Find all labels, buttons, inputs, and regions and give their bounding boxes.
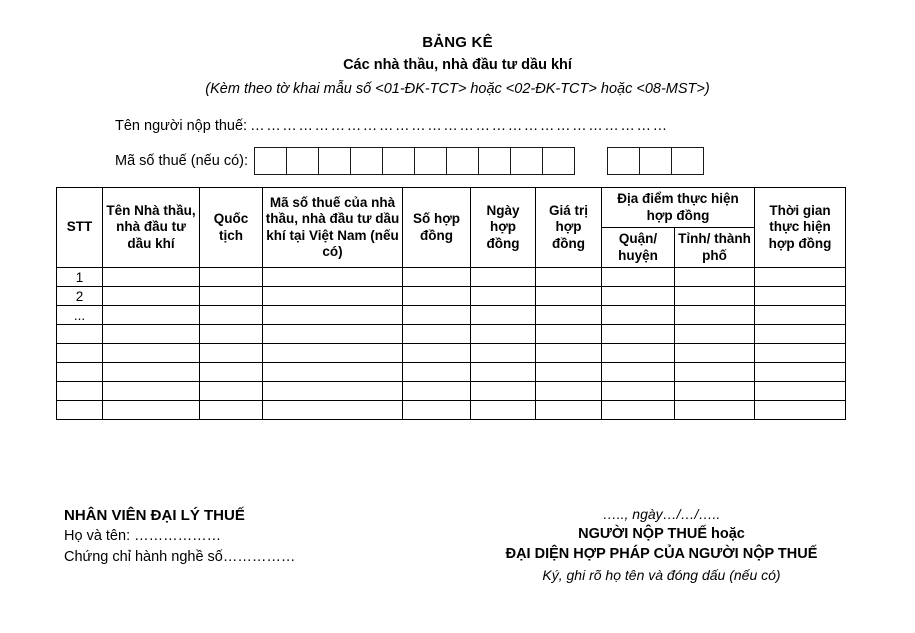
table-row: [57, 306, 846, 325]
cell-tax-code-vn[interactable]: [263, 287, 403, 306]
cell-contract-value[interactable]: [536, 306, 602, 325]
document-header: [0, 33, 915, 100]
cell-contract-number[interactable]: [403, 344, 471, 363]
taxpayer-role-line-2: ĐẠI DIỆN HỢP PHÁP CỦA NGƯỜI NỘP THUẾ: [505, 546, 818, 562]
tax-code-input[interactable]: [254, 147, 704, 175]
cell-contract-duration[interactable]: [755, 401, 846, 420]
cell-contract-duration[interactable]: [755, 382, 846, 401]
signature-section: [0, 505, 915, 585]
row-index-cell: [57, 325, 103, 344]
tax-agent-title: NHÂN VIÊN ĐẠI LÝ THUẾ: [64, 507, 245, 524]
row-index-cell: 2: [57, 287, 103, 306]
tax-agent-certificate-field[interactable]: Chứng chỉ hành nghề số……………: [64, 549, 296, 565]
cell-tax-code-vn[interactable]: [263, 363, 403, 382]
cell-contract-duration[interactable]: [755, 306, 846, 325]
tax-code-cell[interactable]: [255, 148, 287, 174]
tax-code-cell[interactable]: [415, 148, 447, 174]
cell-contract-date[interactable]: [471, 325, 536, 344]
table-row: [57, 287, 846, 306]
cell-nationality[interactable]: [200, 401, 263, 420]
taxpayer-role-line-1: NGƯỜI NỘP THUẾ hoặc: [578, 526, 745, 542]
row-index-cell: [57, 382, 103, 401]
cell-province[interactable]: [675, 344, 755, 363]
cell-contract-value[interactable]: [536, 325, 602, 344]
signature-date-field[interactable]: ….., ngày…/…/…..: [602, 506, 721, 522]
column-header-contractor-name: Tên Nhà thầu, nhà đầu tư dầu khí: [103, 188, 200, 268]
cell-tax-code-vn[interactable]: [263, 382, 403, 401]
row-index-cell: 1: [57, 268, 103, 287]
tax-code-cell[interactable]: [319, 148, 351, 174]
table-row: [57, 344, 846, 363]
tax-code-label: Mã số thuế (nếu có):: [115, 153, 248, 169]
row-index-cell: [57, 401, 103, 420]
cell-nationality[interactable]: [200, 344, 263, 363]
table-row: [57, 401, 846, 420]
cell-contract-number[interactable]: [403, 268, 471, 287]
cell-district[interactable]: [602, 382, 675, 401]
tax-code-cell[interactable]: [383, 148, 415, 174]
cell-contractor-name[interactable]: [103, 401, 200, 420]
cell-tax-code-vn[interactable]: [263, 306, 403, 325]
table-body: [57, 268, 846, 420]
identity-section: [0, 116, 915, 175]
cell-province[interactable]: [675, 287, 755, 306]
form-reference: (Kèm theo tờ khai mẫu số <01-ĐK-TCT> hoặc <02-ĐK-TCT> hoặc <08-MST>): [205, 81, 710, 97]
cell-contract-date[interactable]: [471, 268, 536, 287]
cell-contract-number[interactable]: [403, 287, 471, 306]
table-row: [57, 363, 846, 382]
cell-tax-code-vn[interactable]: [263, 401, 403, 420]
cell-contract-number[interactable]: [403, 306, 471, 325]
cell-province[interactable]: [675, 382, 755, 401]
cell-contractor-name[interactable]: [103, 325, 200, 344]
cell-contract-duration[interactable]: [755, 325, 846, 344]
signature-instruction: Ký, ghi rõ họ tên và đóng dấu (nếu có): [542, 567, 781, 583]
cell-contract-number[interactable]: [403, 401, 471, 420]
cell-contract-number[interactable]: [403, 363, 471, 382]
cell-province[interactable]: [675, 306, 755, 325]
column-header-contract-date: Ngày hợp đồng: [471, 188, 536, 268]
page-title: BẢNG KÊ: [422, 34, 493, 51]
cell-district[interactable]: [602, 325, 675, 344]
column-header-contract-duration: Thời gian thực hiện hợp đồng: [755, 188, 846, 268]
cell-contract-duration[interactable]: [755, 363, 846, 382]
page-subtitle: Các nhà thầu, nhà đầu tư dầu khí: [343, 57, 572, 73]
cell-contract-value[interactable]: [536, 268, 602, 287]
taxpayer-signature-block: [444, 505, 915, 585]
cell-district[interactable]: [602, 306, 675, 325]
cell-district[interactable]: [602, 363, 675, 382]
cell-contractor-name[interactable]: [103, 268, 200, 287]
cell-district[interactable]: [602, 287, 675, 306]
cell-contract-date[interactable]: [471, 344, 536, 363]
cell-contract-value[interactable]: [536, 363, 602, 382]
cell-contract-duration[interactable]: [755, 287, 846, 306]
cell-contract-number[interactable]: [403, 382, 471, 401]
tax-code-cell[interactable]: [608, 148, 640, 174]
cell-contract-date[interactable]: [471, 287, 536, 306]
column-header-province: Tỉnh/ thành phố: [675, 228, 755, 268]
cell-district[interactable]: [602, 268, 675, 287]
tax-agent-name-field[interactable]: Họ và tên: ………………: [64, 528, 222, 544]
cell-province[interactable]: [675, 268, 755, 287]
column-header-contract-value: Giá trị hợp đồng: [536, 188, 602, 268]
column-header-tax-code-vn: Mã số thuế của nhà thầu, nhà đầu tư dầu khí tại Việt Nam (nếu có): [263, 188, 403, 268]
row-index-cell: ...: [57, 306, 103, 325]
contractors-table-container: [0, 187, 915, 420]
table-row: [57, 325, 846, 344]
cell-province[interactable]: [675, 325, 755, 344]
cell-contract-date[interactable]: [471, 382, 536, 401]
cell-contractor-name[interactable]: [103, 344, 200, 363]
table-header-row-main: [57, 188, 846, 228]
taxpayer-name-label: Tên người nộp thuế:: [115, 118, 248, 134]
column-header-contract-number: Số hợp đồng: [403, 188, 471, 268]
cell-nationality[interactable]: [200, 325, 263, 344]
table-header: [57, 188, 846, 268]
cell-contract-date[interactable]: [471, 306, 536, 325]
cell-contractor-name[interactable]: [103, 363, 200, 382]
cell-contract-value[interactable]: [536, 287, 602, 306]
tax-code-cell[interactable]: [672, 148, 704, 174]
column-header-contract-location-group: Địa điểm thực hiện hợp đồng: [602, 188, 755, 228]
contractors-table: [56, 187, 846, 420]
cell-contract-number[interactable]: [403, 325, 471, 344]
cell-nationality[interactable]: [200, 363, 263, 382]
cell-contract-date[interactable]: [471, 401, 536, 420]
tax-code-group-primary: [254, 147, 575, 175]
cell-contract-value[interactable]: [536, 401, 602, 420]
row-index-cell: [57, 363, 103, 382]
tax-code-cell[interactable]: [351, 148, 383, 174]
cell-tax-code-vn[interactable]: [263, 268, 403, 287]
table-row: [57, 268, 846, 287]
cell-district[interactable]: [602, 344, 675, 363]
cell-district[interactable]: [602, 401, 675, 420]
tax-code-cell[interactable]: [543, 148, 575, 174]
cell-contract-value[interactable]: [536, 382, 602, 401]
cell-tax-code-vn[interactable]: [263, 325, 403, 344]
taxpayer-name-input[interactable]: ……………………………………………………………………: [250, 118, 669, 134]
cell-nationality[interactable]: [200, 382, 263, 401]
table-row: [57, 382, 846, 401]
row-index-cell: [57, 344, 103, 363]
tax-code-cell[interactable]: [640, 148, 672, 174]
cell-province[interactable]: [675, 363, 755, 382]
tax-code-group-suffix: [607, 147, 704, 175]
tax-code-cell[interactable]: [447, 148, 479, 174]
cell-nationality[interactable]: [200, 287, 263, 306]
cell-contract-duration[interactable]: [755, 268, 846, 287]
cell-contract-value[interactable]: [536, 344, 602, 363]
cell-contractor-name[interactable]: [103, 306, 200, 325]
column-header-stt: STT: [57, 188, 103, 268]
column-header-nationality: Quốc tịch: [200, 188, 263, 268]
cell-province[interactable]: [675, 401, 755, 420]
cell-nationality[interactable]: [200, 306, 263, 325]
cell-contractor-name[interactable]: [103, 382, 200, 401]
tax-code-cell[interactable]: [479, 148, 511, 174]
cell-tax-code-vn[interactable]: [263, 344, 403, 363]
column-header-district: Quận/ huyện: [602, 228, 675, 268]
tax-code-row: [115, 147, 915, 175]
cell-contractor-name[interactable]: [103, 287, 200, 306]
tax-code-cell[interactable]: [511, 148, 543, 174]
cell-contract-date[interactable]: [471, 363, 536, 382]
cell-nationality[interactable]: [200, 268, 263, 287]
cell-contract-duration[interactable]: [755, 344, 846, 363]
taxpayer-name-row: [115, 116, 915, 136]
tax-code-cell[interactable]: [287, 148, 319, 174]
tax-agent-block: [0, 505, 444, 585]
